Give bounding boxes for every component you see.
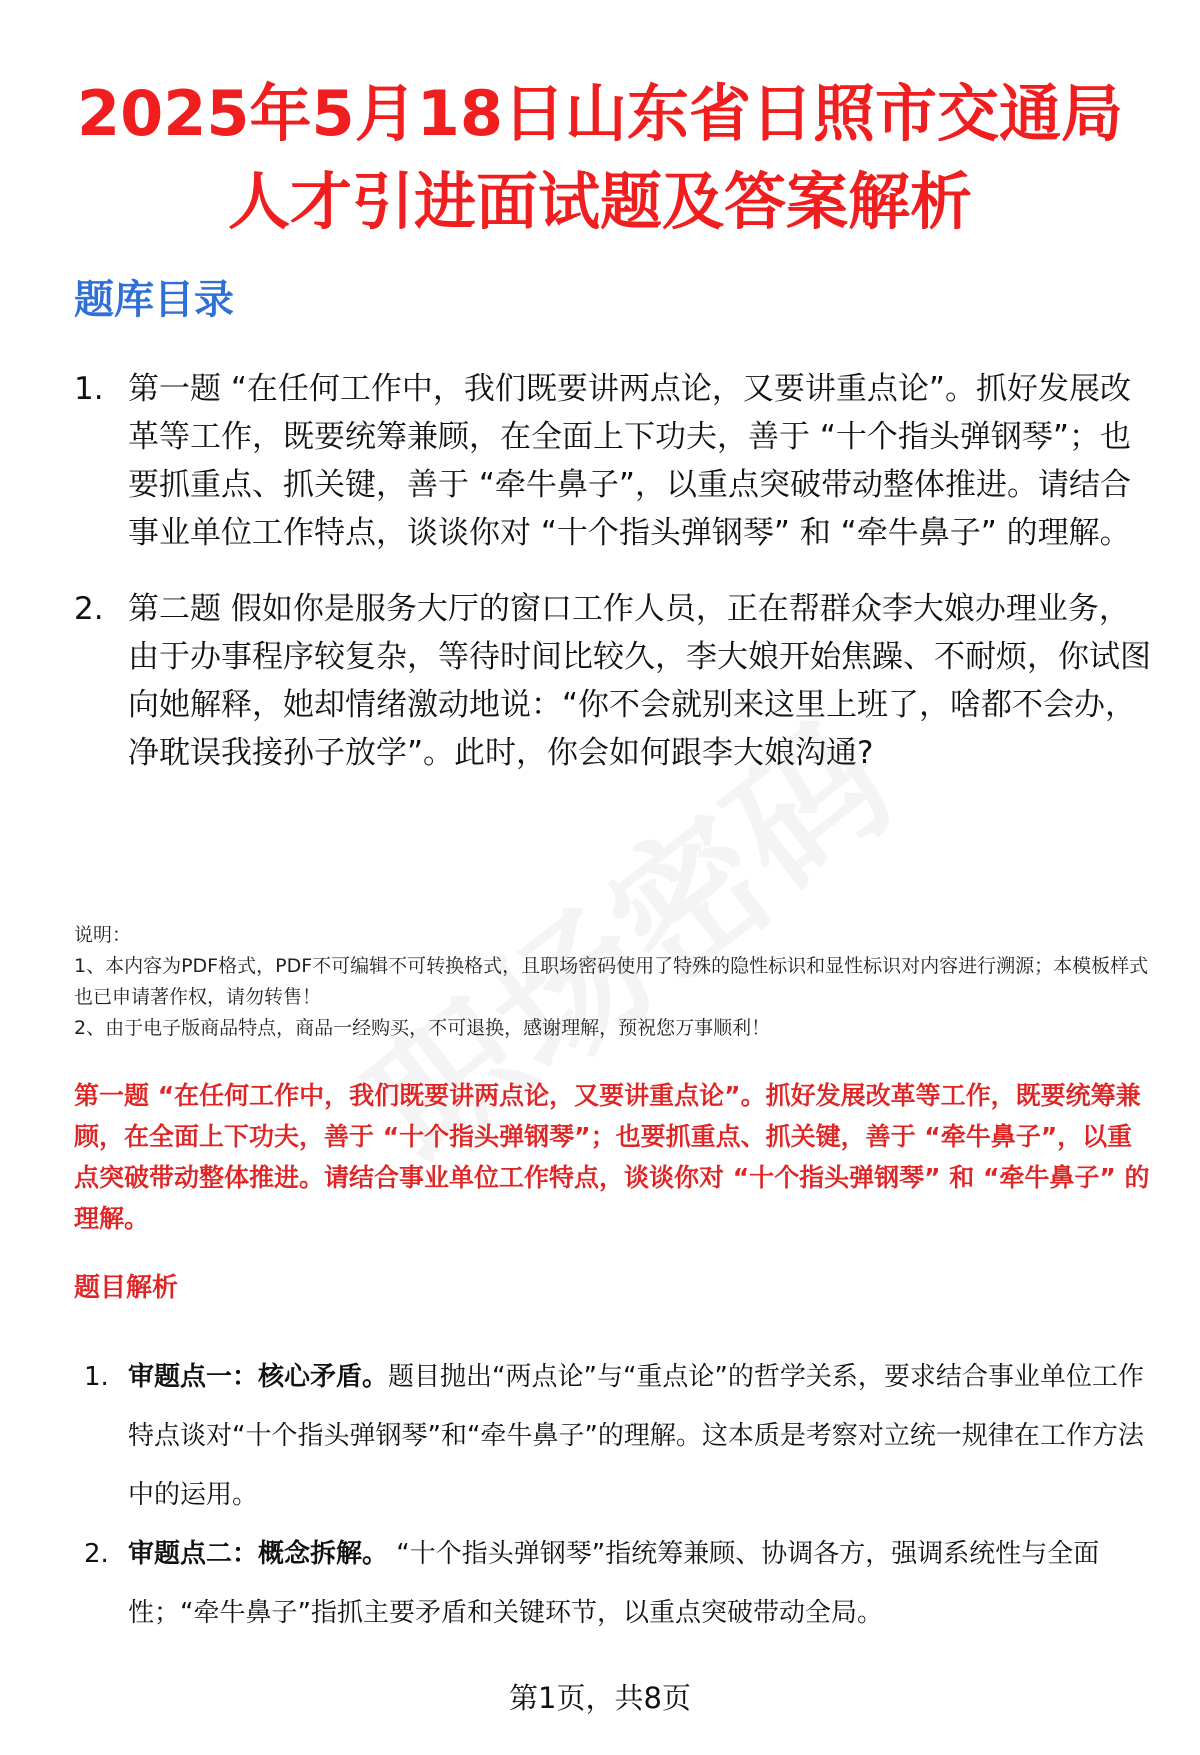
toc-item-1[interactable] bbox=[74, 365, 1154, 557]
analysis-item-1 bbox=[84, 1348, 1154, 1525]
analysis-item-number: 1. bbox=[84, 1362, 109, 1392]
analysis-list bbox=[84, 1348, 1154, 1643]
toc-item-number: 1. bbox=[74, 371, 104, 407]
analysis-heading: 题目解析 bbox=[74, 1273, 179, 1303]
analysis-item-point: 审题点二：概念拆解。 bbox=[128, 1539, 389, 1569]
notes-section bbox=[74, 920, 1154, 1044]
analysis-item-text: 题目抛出“两点论”与“重点论”的哲学关系，要求结合事业单位工作特点谈对“十个指头弹钢琴”和“牵牛鼻子”的理解。这本质是考察对立统一规律在工作方法中的运用。 bbox=[128, 1362, 1144, 1510]
notes-line-2: 2、由于电子版商品特点，商品一经购买，不可退换，感谢理解，预祝您万事顺利！ bbox=[74, 1017, 771, 1039]
analysis-item-text: “十个指头弹钢琴”指统筹兼顾、协调各方，强调系统性与全面性；“牵牛鼻子”指抓主要矛盾和关键环节，以重点突破带动全局。 bbox=[128, 1539, 1100, 1628]
toc-heading: 题库目录 bbox=[74, 277, 234, 323]
question-1-heading: 第一题 “在任何工作中，我们既要讲两点论，又要讲重点论”。抓好发展改革等工作，既要统筹兼顾，在全面上下功夫，善于 “十个指头弹钢琴”；也要抓重点、抓关键，善于 “牵牛鼻子”，以重点突破带动整体推进。请结合事业单位工作特点，谈谈你对 “十个指头弹钢琴” 和 “牵牛鼻子” 的理解。 bbox=[74, 1081, 1150, 1233]
page-footer: 第1页，共8页 bbox=[509, 1681, 691, 1715]
toc-item-text: 第二题 假如你是服务大厅的窗口工作人员，正在帮群众李大娘办理业务，由于办事程序较复杂，等待时间比较久，李大娘开始焦躁、不耐烦，你试图向她解释，她却情绪激动地说：“你不会就别来这里上班了，啥都不会办，净耽误我接孙子放学”。此时，你会如何跟李大娘沟通? bbox=[128, 591, 1151, 771]
toc-item-text: 第一题 “在任何工作中，我们既要讲两点论，又要讲重点论”。抓好发展改革等工作，既要统筹兼顾，在全面上下功夫，善于 “十个指头弹钢琴”；也要抓重点、抓关键，善于 “牵牛鼻子”，以重点突破带动整体推进。请结合事业单位工作特点，谈谈你对 “十个指头弹钢琴” 和 “牵牛鼻子” 的理解。 bbox=[128, 371, 1131, 551]
analysis-item-point: 审题点一：核心矛盾。 bbox=[128, 1362, 389, 1392]
notes-label: 说明： bbox=[74, 924, 132, 946]
analysis-item-number: 2. bbox=[84, 1539, 109, 1569]
analysis-item-2 bbox=[84, 1525, 1154, 1643]
page-title: 2025年5月18日山东省日照市交通局人才引进面试题及答案解析 bbox=[77, 77, 1123, 238]
toc-list bbox=[74, 365, 1154, 777]
toc-item-number: 2. bbox=[74, 591, 104, 627]
toc-item-2[interactable] bbox=[74, 585, 1154, 777]
notes-line-1: 1、本内容为PDF格式，PDF不可编辑不可转换格式，且职场密码使用了特殊的隐性标识和显性标识对内容进行溯源；本模板样式也已申请著作权，请勿转售！ bbox=[74, 955, 1149, 1008]
